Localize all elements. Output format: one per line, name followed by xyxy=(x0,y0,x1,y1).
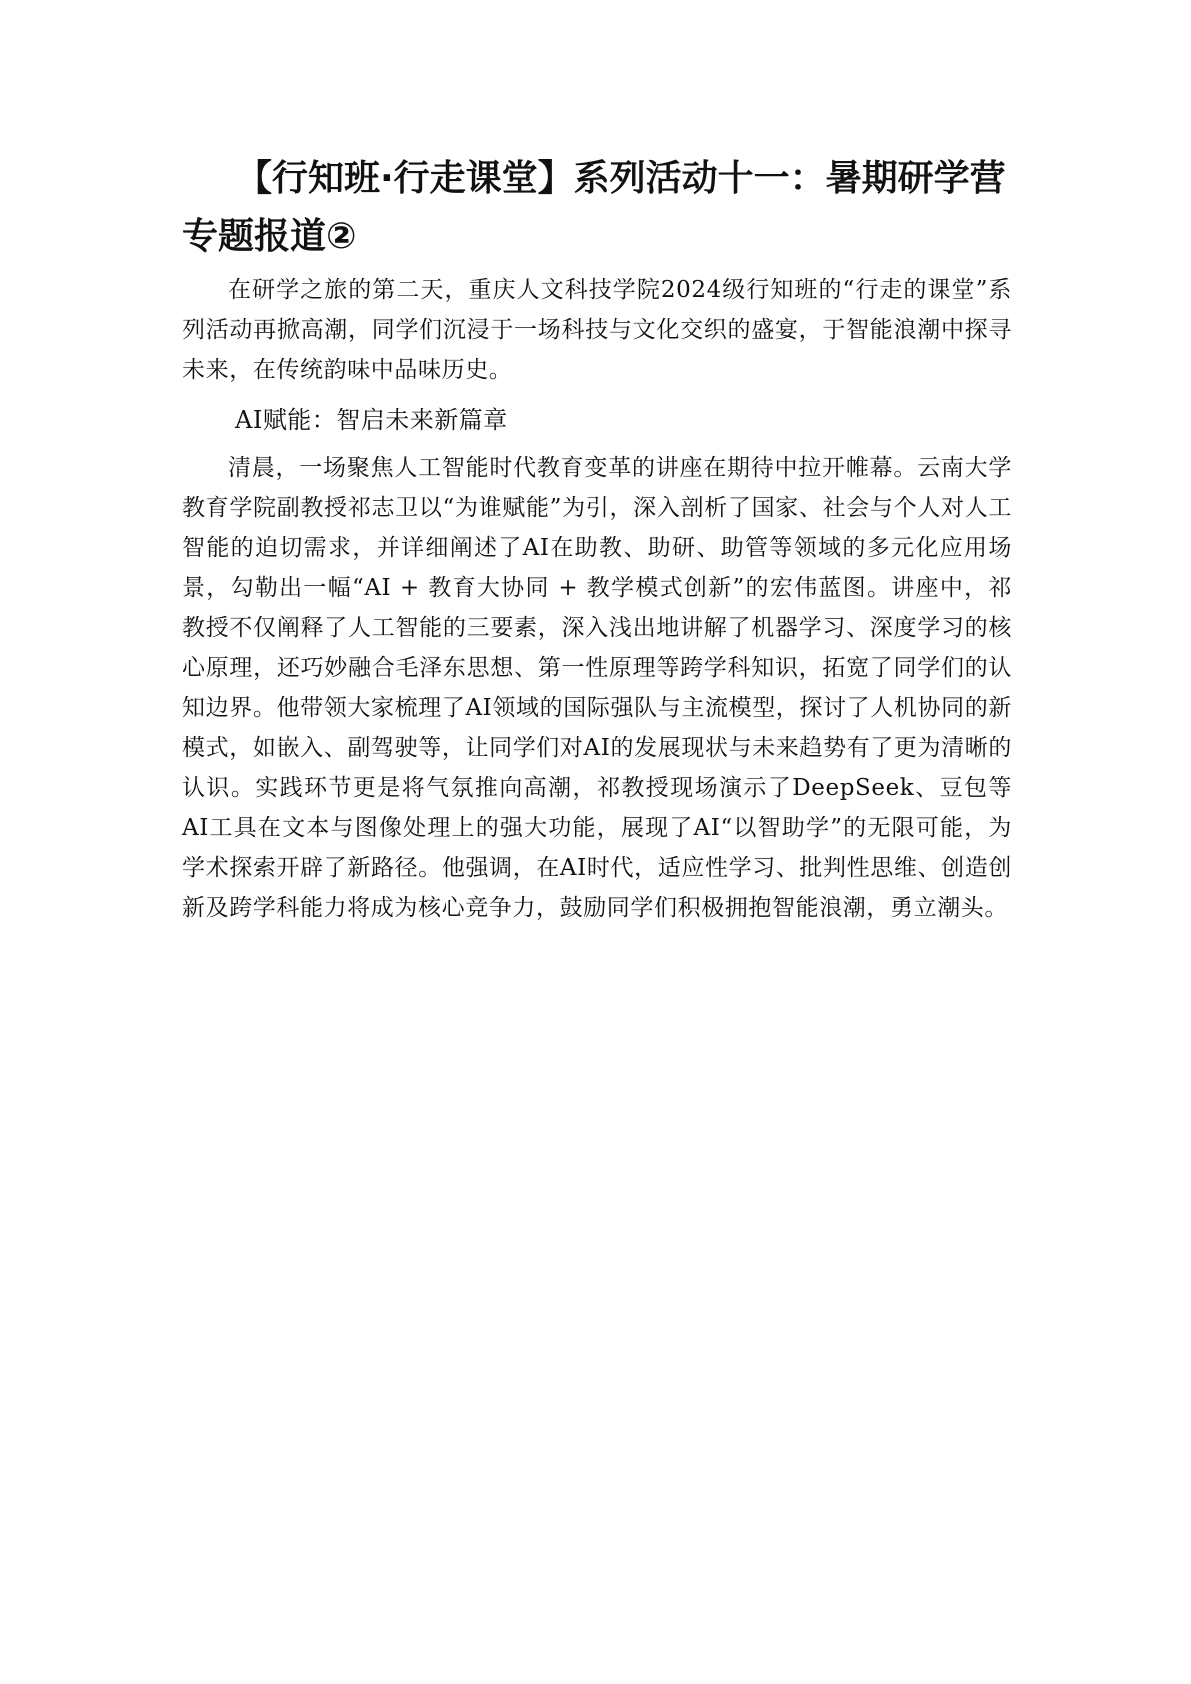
article-title: 【行知班·行走课堂】系列活动十一：暑期研学营专题报道② xyxy=(182,158,1006,257)
intro-paragraph: 在研学之旅的第二天，重庆人文科技学院2024级行知班的“行走的课堂”系列活动再掀高潮，同学们沉浸于一场科技与文化交织的盛宴，于智能浪潮中探寻未来，在传统韵味中品味历史。 xyxy=(182,277,1012,383)
body-paragraph: 清晨，一场聚焦人工智能时代教育变革的讲座在期待中拉开帷幕。云南大学教育学院副教授祁志卫以“为谁赋能”为引，深入剖析了国家、社会与个人对人工智能的迫切需求，并详细阐述了AI在助教、助研、助管等领域的多元化应用场景，勾勒出一幅“AI + 教育大协同 + 教学模式创新”的宏伟蓝图。讲座中，祁教授不仅阐释了人工智能的三要素，深入浅出地讲解了机器学习、深度学习的核心原理，还巧妙融合毛泽东思想、第一性原理等跨学科知识，拓宽了同学们的认知边界。他带领大家梳理了AI领域的国际强队与主流模型，探讨了人机协同的新模式，如嵌入、副驾驶等，让同学们对AI的发展现状与未来趋势有了更为清晰的认识。实践环节更是将气氛推向高潮，祁教授现场演示了DeepSeek、豆包等AI工具在文本与图像处理上的强大功能，展现了AI“以智助学”的无限可能，为学术探索开辟了新路径。他强调，在AI时代，适应性学习、批判性思维、创造创新及跨学科能力将成为核心竞争力，鼓励同学们积极拥抱智能浪潮，勇立潮头。 xyxy=(182,455,1012,921)
article-content xyxy=(182,150,1012,928)
section-heading: AI赋能：智启未来新篇章 xyxy=(235,406,508,434)
